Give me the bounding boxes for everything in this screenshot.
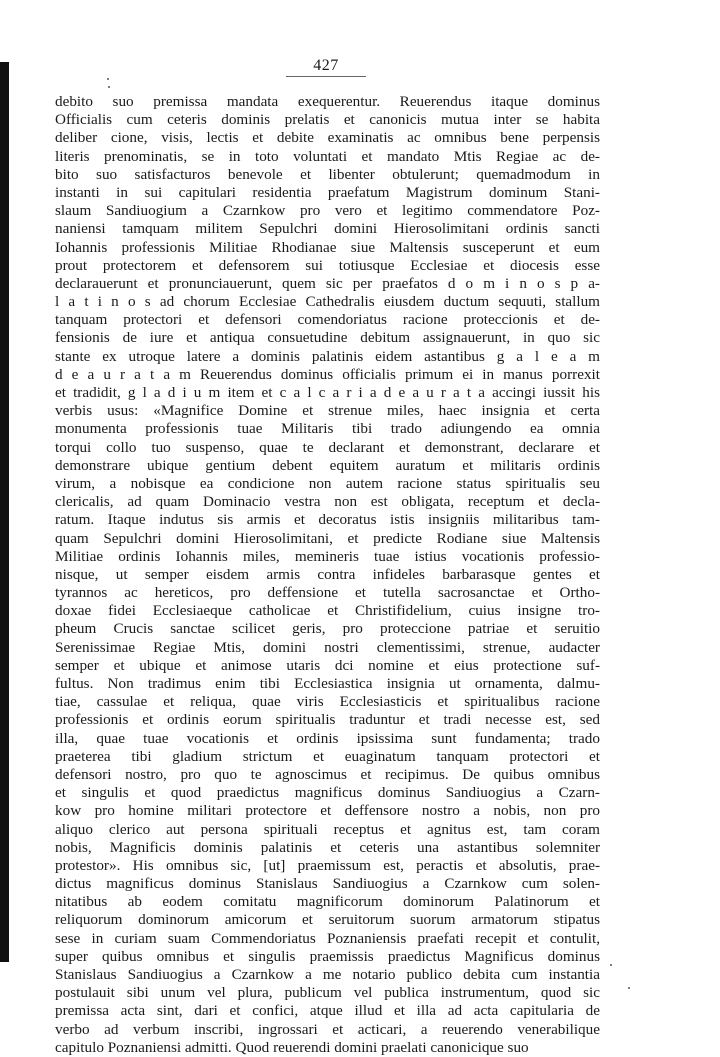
text-line: protestor». His omnibus sic, [ut] praemissum est, peractis et absolutis, prae-: [55, 856, 600, 874]
text-line: reliquorum dominorum amicorum et seruitorum suorum armatorum stipatus: [55, 911, 600, 929]
text-line: aliquo clerico aut persona spirituali receptus et agnitus est, tam coram: [55, 820, 600, 838]
text-line: Officialis cum ceteris dominis prelatis et canonicis mutua inter se habita: [55, 111, 600, 129]
text-line: monumenta professionis tuae Militaris tibi trado adiungendo ea omnia: [55, 420, 600, 438]
text-line: premissa acta sint, dari et confici, atque illud et illa ad acta capitularia de: [55, 1002, 600, 1020]
text-line: professionis et ordinis eorum spiritualis traduntur et tradi necesse est, sed: [55, 711, 600, 729]
text-line: naniensi tamquam militem Sepulchri domini Hierosolimitani ordinis sancti: [55, 220, 600, 238]
text-line: praeterea tibi gladium strictum et euaginatum tanquam protectori et: [55, 747, 600, 765]
text-line: l a t i n o s ad chorum Ecclesiae Cathedralis eiusdem ductum sequuti, stallum: [55, 293, 600, 311]
text-line: defensori nostro, pro quo te agnoscimus et recipimus. De quibus omnibus: [55, 765, 600, 783]
text-line: postulauit sibi unum vel plura, publicum vel publica instrumentum, quod sic: [55, 984, 600, 1002]
text-line: Militiae ordinis Iohannis miles, memineris tuae istius vocationis professio-: [55, 547, 600, 565]
text-line: deliber cione, visis, lectis et debite examinatis ac omnibus bene perpensis: [55, 129, 600, 147]
text-line: clericalis, ad quam Dominacio vestra non est obligata, receptum et decla-: [55, 493, 600, 511]
text-line: et tradidit, g l a d i u m item et c a l c a r i a d e a u r a t a accingi iussit his: [55, 384, 600, 401]
text-line: capitulo Poznaniensi admitti. Quod reuerendi domini praelati canonicique suo: [55, 1038, 529, 1056]
scan-speck: [628, 987, 630, 989]
scan-edge-shadow: [0, 62, 9, 962]
text-line: virum, a nobisque ea condicione non autem racione status spiritualis seu: [55, 474, 600, 492]
text-line: d e a u r a t a m Reuerendus dominus officialis primum ei in manus porrexit: [55, 365, 600, 383]
text-line: illa, quae tuae vocationis et ordinis ipsissima sunt fundamenta; trado: [55, 729, 600, 747]
text-line: quam Sepulchri domini Hierosolimitani, et predicte Rodiane siue Maltensis: [55, 529, 600, 547]
text-line: slaum Sandiuogium a Czarnkow pro vero et legitimo commendatore Poz-: [55, 202, 600, 220]
text-line: prout protectorem et defensorem sui totiusque Ecclesiae et diocesis esse: [55, 256, 600, 274]
text-line: verbo ad verbum inscribi, ingrossari et acticari, a reuerendo venerabilique: [55, 1020, 600, 1038]
text-line: demonstrare ubique gentium debent equitem auratum et militaris ordinis: [55, 456, 600, 474]
text-line: super quibus omnibus et singulis praemissis praedictus Magnificus dominus: [55, 947, 600, 965]
text-line: fensionis de iure et antiqua consuetudine debitum assignauerunt, in quo sic: [55, 329, 600, 347]
text-line: Stanislaus Sandiuogius a Czarnkow a me notario publico debita cum instantia: [55, 966, 600, 983]
text-line: literis prenominatis, se in toto voluntati et mandato Mtis Regiae ac de-: [55, 147, 600, 165]
page-number: 427: [313, 57, 339, 74]
text-line: et singulis et quod praedictus magnificus dominus Sandiuogius a Czarn-: [55, 784, 600, 802]
text-line: nisque, ut semper eisdem armis contra infideles barbarasque gentes et: [55, 565, 600, 583]
text-line: verbis usus: «Magnifice Domine et strenue miles, haec insignia et certa: [55, 402, 600, 420]
body-text: [55, 93, 600, 1057]
text-line: nobis, Magnificis dominis palatinis et ceteris una astantibus solemniter: [55, 838, 600, 856]
text-line: ratum. Itaque indutus sis armis et decoratus istis insigniis militaribus tam-: [55, 511, 600, 529]
text-line: tyrannos ac hereticos, pro deffensione et tutella sacrosanctae et Ortho-: [55, 584, 600, 602]
scan-speck: [107, 78, 109, 80]
text-line: torqui collo tuo suspenso, quae te declarant et demonstrant, declarare et: [55, 438, 600, 456]
page-number-rule: [286, 76, 366, 77]
text-line: Iohannis professionis Militiae Rhodianae siue Maltensis susceperunt et eum: [55, 238, 600, 256]
scan-speck: [610, 964, 612, 966]
text-line: stante ex utroque latere a dominis palatinis eidem astantibus g a l e a m: [55, 347, 600, 365]
text-line: fultus. Non tradimus enim tibi Ecclesiastica insignia ut ornamenta, dalmu-: [55, 675, 600, 692]
text-line: sese in curiam suam Commendoriatus Poznaniensis praefati recepit et contulit,: [55, 929, 600, 947]
text-line: doxae fidei Ecclesiaeque catholicae et Christifidelium, cuius insigne tro-: [55, 602, 600, 620]
text-line: debito suo premissa mandata exequerentur. Reuerendus itaque dominus: [55, 93, 600, 110]
text-line: dictus magnificus dominus Stanislaus Sandiuogius a Czarnkow cum solen-: [55, 875, 600, 893]
text-line: bito suo satisfacturos benevole et libenter obtulerunt; quemadmodum in: [55, 165, 600, 183]
text-line: pheum Crucis sanctae scilicet geris, pro proteccione patriae et seruitio: [55, 620, 600, 638]
text-line: declarauerunt et pronunciauerunt, quem sic per praefatos d o m i n o s p a-: [55, 274, 600, 292]
text-line: kow pro homine militari protectore et deffensore nostro a nobis, non pro: [55, 802, 600, 820]
text-line: Serenissimae Regiae Mtis, domini nostri clementissimi, strenue, audacter: [55, 638, 600, 656]
text-line: instanti in sui capitulari residentia praefatum Magistrum dominum Stani-: [55, 183, 600, 201]
text-line: tanquam protectori et defensori comendoriatus racione proteccionis et de-: [55, 311, 600, 329]
scan-speck: [108, 86, 110, 88]
text-line: tiae, cassulae et reliqua, quae viris Ecclesiasticis et spiritualibus racione: [55, 693, 600, 711]
text-line: nitatibus ab eodem comitatu magnificorum dominorum Palatinorum et: [55, 893, 600, 911]
text-line: semper et ubique et animose utaris dci nomine et eius protectione suf-: [55, 656, 600, 674]
